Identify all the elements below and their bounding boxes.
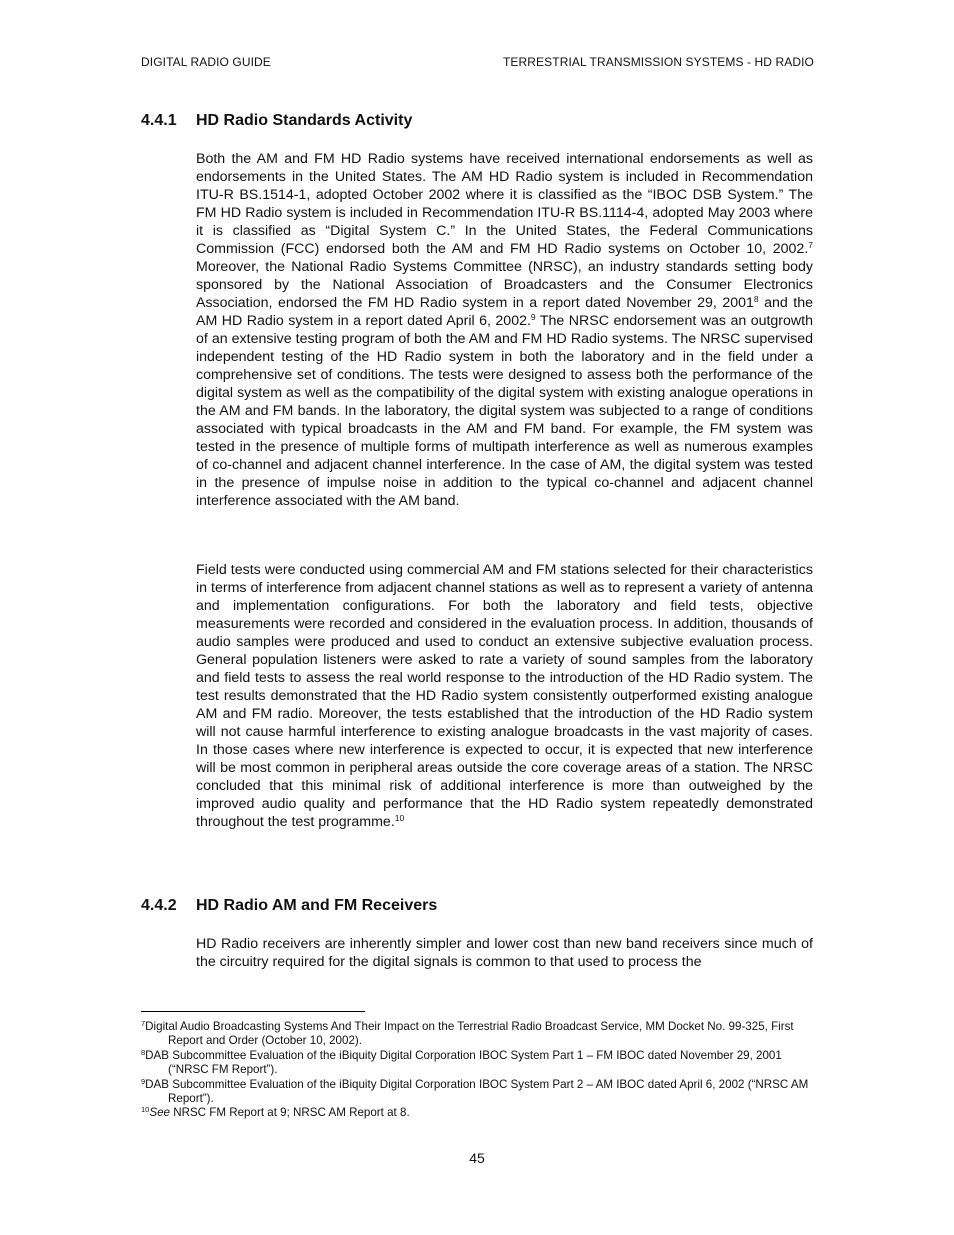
section-heading-4-4-1 xyxy=(141,112,412,130)
footnotes xyxy=(141,1020,813,1121)
footnote-8 xyxy=(141,1049,813,1078)
footnote-7 xyxy=(141,1020,813,1049)
paragraph-text: and the AM HD Radio system in a report dated April 6, 2002. xyxy=(196,295,814,329)
paragraph-standards-activity xyxy=(196,150,813,510)
footnote-text: Digital Audio Broadcasting Systems And Their Impact on the Terrestrial Radio Broadcast Service, MM Docket No. 99-325, First Report and Order (October 10, 2002). xyxy=(145,1020,794,1048)
paragraph-text: Both the AM and FM HD Radio systems have received international endorsements as well as endorsements in the United States. The AM HD Radio system is included in Recommendation ITU-R BS.1514-1, adopted October 2002 where it is classified as the “IBOC DSB System.” The FM HD Radio system is included in Recommendation ITU-R BS.1114-4, adopted May 2003 where it is classified as “Digital System C.” In the United States, the Federal Communications Commission (FCC) endorsed both the AM and FM HD Radio systems on October 10, 2002. xyxy=(196,151,813,257)
footnote-ref-10[interactable]: 10 xyxy=(394,813,405,823)
footnote-text: DAB Subcommittee Evaluation of the iBiquity Digital Corporation IBOC System Part 1 – FM IBOC dated November 29, 2001 (“NRSC FM Report”). xyxy=(145,1048,782,1077)
footnote-ref-9[interactable]: 9 xyxy=(530,312,536,322)
paragraph-text: Moreover, the National Radio Systems Committee (NRSC), an industry standards setting body sponsored by the National Association of Broadcasters and the Consumer Electronics Association, endorsed the FM HD Radio system in a report dated November 29, 2001 xyxy=(196,259,813,311)
footnote-number: 9 xyxy=(141,1076,146,1086)
footnote-text: DAB Subcommittee Evaluation of the iBiquity Digital Corporation IBOC System Part 2 – AM IBOC dated April 6, 2002 (“NRSC AM Report”). xyxy=(145,1077,809,1106)
footnote-number: 8 xyxy=(141,1047,146,1057)
footnote-text: NRSC FM Report at 9; NRSC AM Report at 8. xyxy=(169,1106,410,1120)
footnote-10 xyxy=(141,1106,813,1120)
paragraph-field-tests xyxy=(196,561,813,831)
section-heading-4-4-2 xyxy=(141,897,437,915)
section-number: 4.4.2 xyxy=(141,897,177,914)
footnote-ref-8[interactable]: 8 xyxy=(753,294,759,304)
page-number: 45 xyxy=(469,1150,485,1166)
section-number: 4.4.1 xyxy=(141,112,177,129)
footnote-9 xyxy=(141,1078,813,1107)
footnote-number: 7 xyxy=(141,1019,146,1028)
running-header-left: DIGITAL RADIO GUIDE xyxy=(141,55,271,69)
paragraph-text: The NRSC endorsement was an outgrowth of an extensive testing program of both the AM and FM HD Radio systems. The NRSC supervised independent testing of the HD Radio system in both the laboratory and in the field under a comprehensive set of conditions. The tests were designed to assess both the performance of the digital system as well as the compatibility of the digital system with existing analogue operations in the AM and FM bands. In the laboratory, the digital system was subjected to a range of conditions associated with typical broadcasts in the AM and FM band. For example, the FM system was tested in the presence of multiple forms of multipath interference as well as numerous examples of co-channel and adjacent channel interference. In the case of AM, the digital system was tested in the presence of impulse noise in addition to the typical co-channel and adjacent channel interference associated with the AM band. xyxy=(196,313,814,509)
footnote-number: 10 xyxy=(141,1105,150,1115)
paragraph-receivers: HD Radio receivers are inherently simpler and lower cost than new band receivers since much of the circuitry required for the digital signals is common to that used to process the xyxy=(196,936,813,970)
paragraph-text: Field tests were conducted using commercial AM and FM stations selected for their characteristics in terms of interference from adjacent channel stations as well as to represent a variety of antenna and implementation configurations. For both the laboratory and field tests, objective measurements were recorded and considered in the evaluation process. In addition, thousands of audio samples were produced and used to conduct an extensive subjective evaluation process. General population listeners were asked to rate a variety of sound samples from the laboratory and field tests to assess the real world response to the introduction of the HD Radio system. The test results demonstrated that the HD Radio system consistently outperformed existing analogue AM and FM radio. Moreover, the tests established that the introduction of the HD Radio system will not cause harmful interference to existing analogue broadcasts in the vast majority of cases. In those cases where new interference is expected to occur, it is expected that new interference will be most common in peripheral areas outside the core coverage areas of a station. The NRSC concluded that this minimal risk of additional interference is more than outweighed by the improved audio quality and performance that the HD Radio system repeatedly demonstrated throughout the test programme. xyxy=(196,562,813,830)
footnote-separator xyxy=(141,1011,365,1012)
section-title: HD Radio Standards Activity xyxy=(196,112,413,129)
running-header-right: TERRESTRIAL TRANSMISSION SYSTEMS - HD RADIO xyxy=(502,55,814,69)
footnote-ref-7[interactable]: 7 xyxy=(808,240,813,250)
section-title: HD Radio AM and FM Receivers xyxy=(196,897,438,914)
footnote-italic: See xyxy=(149,1106,170,1120)
